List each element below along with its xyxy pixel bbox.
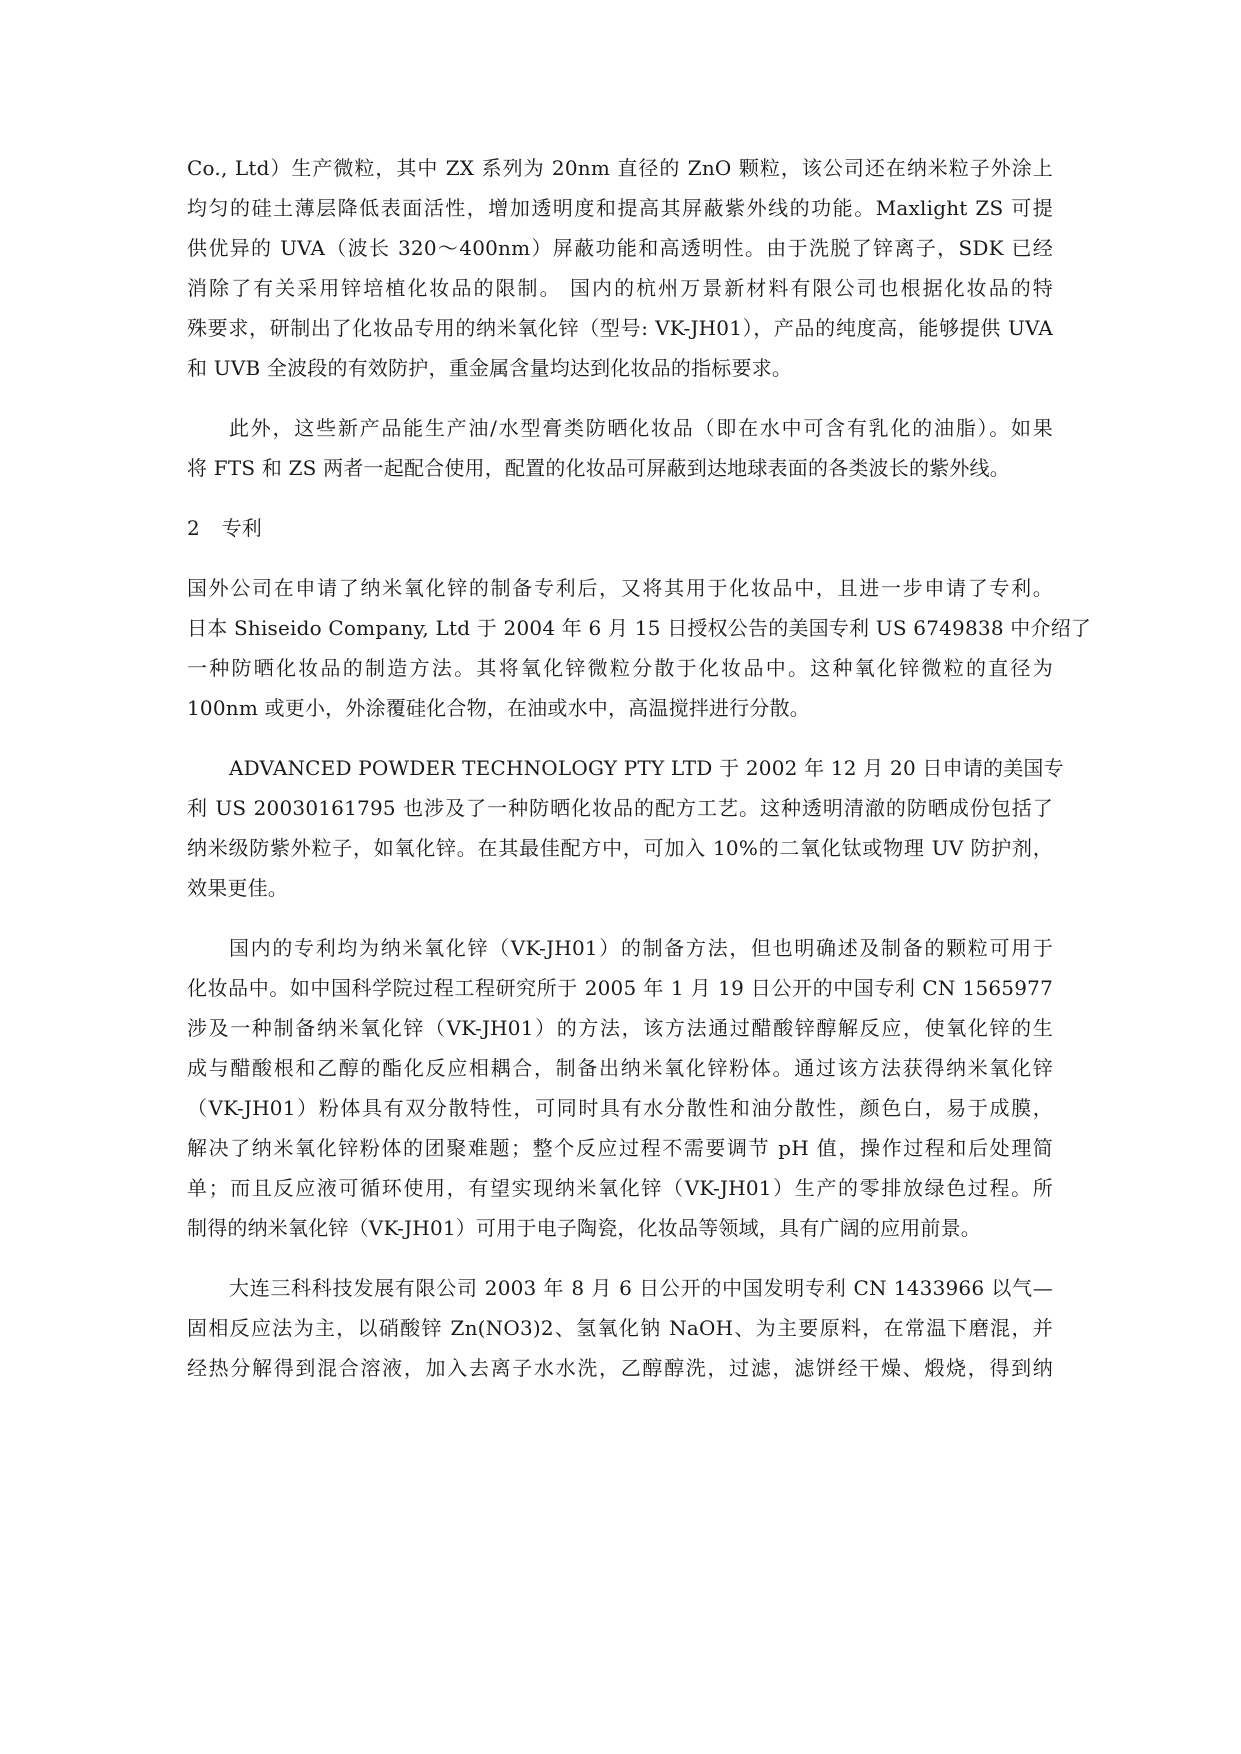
text-line: 制得的纳米氧化锌（VK-JH01）可用于电子陶瓷，化妆品等领域，具有广阔的应用前景。 (187, 1216, 981, 1240)
text-line: 国内的专利均为纳米氧化锌（VK-JH01）的制备方法，但也明确述及制备的颗粒可用于 (229, 936, 1053, 960)
paragraph-4 (187, 748, 1064, 908)
text-line: 将 FTS 和 ZS 两者一起配合使用，配置的化妆品可屏蔽到达地球表面的各类波长的紫外线。 (187, 456, 1010, 480)
text-line: 涉及一种制备纳米氧化锌（VK-JH01）的方法，该方法通过醋酸锌醇解反应，使氧化锌的生 (187, 1016, 1053, 1040)
text-line: 此外，这些新产品能生产油/水型膏类防晒化妆品（即在水中可含有乳化的油脂）。如果 (229, 416, 1053, 440)
text-line: 效果更佳。 (187, 876, 288, 900)
text-line: 消除了有关采用锌培植化妆品的限制。 国内的杭州万景新材料有限公司也根据化妆品的特 (187, 276, 1053, 300)
paragraph-gap (187, 488, 1053, 508)
text-line: 100nm 或更小，外涂覆硅化合物，在油或水中，高温搅拌进行分散。 (187, 696, 810, 720)
text-line: 日本 Shiseido Company, Ltd 于 2004 年 6 月 15 日授权公告的美国专利 US 6749838 中介绍了 (187, 616, 1092, 640)
text-line: 固相反应法为主，以硝酸锌 Zn(NO3)2、氢氧化钠 NaOH、为主要原料，在常温下磨混，并 (187, 1316, 1053, 1340)
section-number: 2 (187, 516, 200, 540)
text-line: （VK-JH01）粉体具有双分散特性，可同时具有水分散性和油分散性，颜色白，易于成膜， (187, 1096, 1053, 1120)
paragraph-gap (187, 908, 1053, 928)
text-line: 国外公司在申请了纳米氧化锌的制备专利后，又将其用于化妆品中，且进一步申请了专利。 (187, 576, 1053, 600)
text-line: 经热分解得到混合溶液，加入去离子水水洗，乙醇醇洗，过滤，滤饼经干燥、煅烧，得到纳 (187, 1356, 1053, 1380)
paragraph-1 (187, 148, 1053, 388)
document-page (187, 148, 1092, 1388)
text-line: 纳米级防紫外粒子，如氧化锌。在其最佳配方中，可加入 10%的二氧化钛或物理 UV 防护剂， (187, 836, 1053, 860)
text-line: 一种防晒化妆品的制造方法。其将氧化锌微粒分散于化妆品中。这种氧化锌微粒的直径为 (187, 656, 1053, 680)
paragraph-gap (187, 728, 1053, 748)
text-line: 和 UVB 全波段的有效防护，重金属含量均达到化妆品的指标要求。 (187, 356, 793, 380)
paragraph-gap (187, 1248, 1053, 1268)
text-line: 供优异的 UVA（波长 320～400nm）屏蔽功能和高透明性。由于洗脱了锌离子，SDK 已经 (187, 236, 1053, 260)
paragraph-gap (187, 548, 1053, 568)
section-heading (187, 508, 1053, 548)
paragraph-6 (187, 1268, 1053, 1388)
paragraph-gap (187, 388, 1053, 408)
paragraph-5 (187, 928, 1053, 1248)
text-line: 利 US 20030161795 也涉及了一种防晒化妆品的配方工艺。这种透明清澈的防晒成份包括了 (187, 796, 1053, 820)
text-line: 均匀的硅土薄层降低表面活性，增加透明度和提高其屏蔽紫外线的功能。Maxlight ZS 可提 (187, 196, 1053, 220)
text-line: 大连三科科技发展有限公司 2003 年 8 月 6 日公开的中国发明专利 CN 1433966 以气— (229, 1276, 1053, 1300)
text-line: 化妆品中。如中国科学院过程工程研究所于 2005 年 1 月 19 日公开的中国专利 CN 1565977 (187, 976, 1053, 1000)
text-line: 解决了纳米氧化锌粉体的团聚难题；整个反应过程不需要调节 pH 值，操作过程和后处理简 (187, 1136, 1053, 1160)
section-title: 专利 (221, 516, 262, 540)
text-line: Co., Ltd）生产微粒，其中 ZX 系列为 20nm 直径的 ZnO 颗粒，该公司还在纳米粒子外涂上 (187, 156, 1053, 180)
paragraph-3 (187, 568, 1092, 728)
text-line: 成与醋酸根和乙醇的酯化反应相耦合，制备出纳米氧化锌粉体。通过该方法获得纳米氧化锌 (187, 1056, 1053, 1080)
text-line: ADVANCED POWDER TECHNOLOGY PTY LTD 于 2002 年 12 月 20 日申请的美国专 (229, 756, 1064, 780)
text-line: 殊要求，研制出了化妆品专用的纳米氧化锌（型号: VK-JH01），产品的纯度高，能够提供 UVA (187, 316, 1053, 340)
text-line: 单；而且反应液可循环使用，有望实现纳米氧化锌（VK-JH01）生产的零排放绿色过程。所 (187, 1176, 1053, 1200)
paragraph-2 (187, 408, 1053, 488)
